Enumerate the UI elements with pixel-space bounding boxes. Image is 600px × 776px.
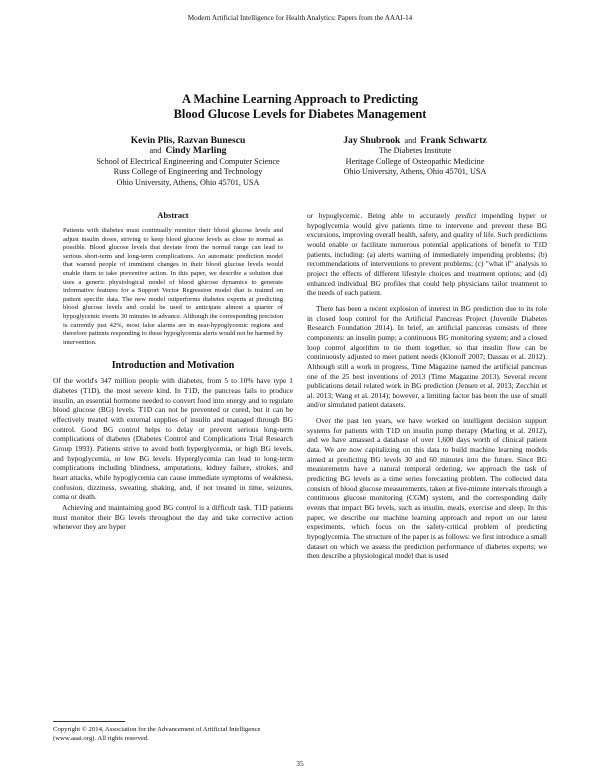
author-name: Frank Schwartz: [420, 135, 487, 146]
affiliation-line: Ohio University, Athens, Ohio 45701, USA: [343, 167, 487, 177]
footnote-divider: [53, 721, 125, 722]
authors-block-left: [70, 136, 306, 188]
author-names-1: Kevin Plis, Razvan Bunescu: [130, 135, 246, 146]
section-heading: Introduction and Motivation: [111, 360, 235, 372]
left-column: [53, 211, 293, 532]
author-name: Jay Shubrook: [343, 135, 401, 146]
copyright-footnote: Copyright © 2014, Association for the Advancement of Artificial Intelligence (www.aaai.org). All rights reserved.: [53, 726, 261, 742]
affiliation-line: Ohio University, Athens, Ohio 45701, USA: [116, 177, 260, 187]
paper-title: [0, 92, 600, 122]
title-line-1: A Machine Learning Approach to Predicting: [181, 92, 418, 106]
abstract-heading: Abstract: [157, 211, 189, 220]
author-names-2: Cindy Marling: [165, 145, 227, 157]
abstract-text: Patients with diabetes must continually monitor their blood glucose levels and adjust insulin doses, striving to keep blood glucose levels as close to normal as possible. Blood glucose levels that deviate from the normal range can lead to serious short-term and long-term complications. An automatic prediction model that warned people of imminent changes in their blood glucose levels would enable them to take preventive action. In this paper, we describe a solution that uses a generic physiological model of blood glucose dynamics to generate informative features for a Support Vector Regression model that is trained on patient specific data. The new model outperforms diabetes experts at predicting blood glucose levels and could be used to anticipate almost a quarter of hypoglycemic events 30 minutes in advance. Although the corresponding precision is currently just 42%, most false alarms are in near-hypoglycemic regions and therefore patients responding to these hypoglycemia alerts would not be harmed by intervention.: [63, 227, 283, 346]
body-paragraph: There has been a recent explosion of interest in BG prediction due to its role in closed loop control for the Artificial Pancreas Project (Juvenile Diabetes Research Foundation 2014). In brief, an artificial pancreas consists of three components: an insulin pump; a continuous BG monitoring system; and a closed loop control algorithm to tie them together, so that insulin flow can be continuously adjusted to meet patient needs (Klonoff 2007; Dassau et al. 2012). Although still a work in progress, Time Magazine named the artificial pancreas one of the 25 best inventions of 2013 (Time Magazine 2013). Several recent publications detail related work in BG prediction (Jensen et al. 2013; Zecchin et al. 2013; Wang et al. 2014); however, a limiting factor has been the use of small and/or simulated patient datasets.: [307, 303, 547, 410]
affiliation-line: School of Electrical Engineering and Computer Science: [96, 156, 280, 166]
title-line-2: Blood Glucose Levels for Diabetes Management: [173, 107, 427, 121]
affiliation-line: Heritage College of Osteopathic Medicine: [345, 156, 485, 166]
emphasis-predict: predict: [455, 211, 477, 220]
right-column: [307, 211, 547, 561]
body-paragraph: Achieving and maintaining good BG control is a difficult task. T1D patients must monitor their BG levels throughout the day and take corrective action whenever they are hyper: [53, 502, 293, 532]
body-paragraph: or hypoglycemic. Being able to accurately predict impending hyper or hypoglycemia would give patients time to intervene and prevent these BG excursions, improving overall health, safety, and quality of life. Such predictions would enable or facilitate numerous potential applications of benefit to T1D patients, including: (a) alerts warning of immediately impending problems; (b) recommendations of interventions to prevent problems; (c) "what if" analysis to project the effects of different lifestyle choices and treatment options; and (d) enhanced individual BG profiles that could help physicians tailor treatment to the needs of each patient.: [307, 211, 547, 298]
authors-block-right: [300, 136, 530, 178]
body-paragraph: Over the past ten years, we have worked on intelligent decision support systems for patients with T1D on insulin pump therapy (Marling et al. 2012), and we have amassed a database of over 1,600 days worth of clinical patient data. We are now capitalizing on this data to build machine learning models aimed at predicting BG levels 30 and 60 minutes into the future. Since BG measurements have a natural temporal ordering, we approach the task of predicting BG levels as a time series forecasting problem. The collected data consists of blood glucose measurements, taken at five-minute intervals through a continuous glucose monitoring (CGM) system, and the corresponding daily events that impact BG levels, such as insulin, meals, exercise and sleep. In this paper, we describe our machine learning approach and report on our latest experiments, which focus on the safety-critical problem of predicting hypoglycemia. The structure of the paper is as follows: we first introduce a small dataset on which we assess the prediction performance of diabetes experts; we then describe a physiological model that is used: [307, 416, 547, 561]
author-and: and: [404, 136, 417, 145]
author-and: and: [149, 146, 162, 156]
body-paragraph: Of the world's 347 million people with diabetes, from 5 to 10% have type 1 diabetes (T1D), the most severe kind. In T1D, the pancreas fails to produce insulin, an essential hormone needed to convert food into energy and to regulate blood glucose (BG) levels. T1D can not be prevented or cured, but it can be effectively treated with external supplies of insulin and managed through BG control. Good BG control helps to delay or prevent serious long-term complications of diabetes (Diabetes Control and Complications Trial Research Group 1993). Patients strive to avoid both hyperglycemia, or high BG levels, and hypoglycemia, or low BG levels. Hyperglycemia can lead to long-term complications including blindness, amputations, kidney failure, strokes, and heart attacks, while hypoglycemia can cause immediate symptoms of weakness, confusion, dizziness, sweating, shaking, and, if not treated in time, seizures, coma or death.: [53, 376, 293, 502]
venue-header: Modern Artificial Intelligence for Health Analytics: Papers from the AAAI-14: [187, 14, 413, 22]
affiliation-line: The Diabetes Institute: [378, 146, 452, 156]
page-number: 35: [296, 759, 304, 768]
affiliation-line: Russ College of Engineering and Technology: [113, 167, 263, 177]
